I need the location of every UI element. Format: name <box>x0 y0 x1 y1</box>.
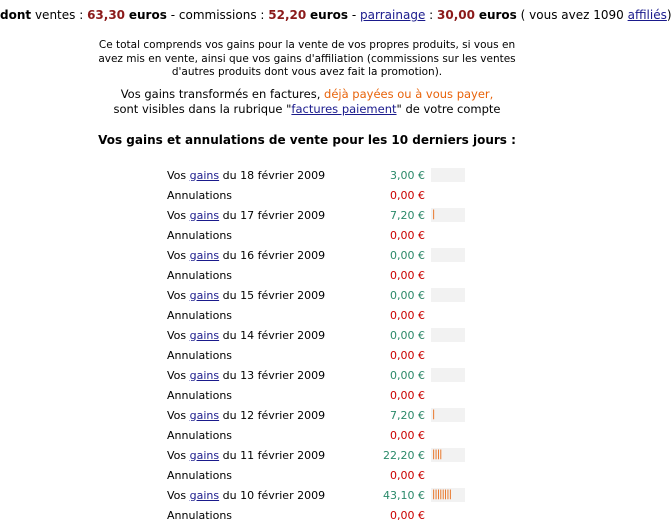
amount-bar-ticks: |||| <box>432 449 442 460</box>
separator: - <box>351 8 357 22</box>
amount-bar <box>431 408 465 422</box>
explanation-line: Ce total comprends vos gains pour la vente de vos propres produits, si vous en <box>98 39 516 51</box>
row-bar-cell <box>431 445 465 465</box>
row-date: du 15 février 2009 <box>222 288 326 302</box>
total-explanation <box>0 39 614 80</box>
amount-bar-ticks: | <box>432 409 435 420</box>
amount-bar <box>431 288 465 302</box>
vos-text: Vos <box>167 488 187 502</box>
row-label <box>163 345 377 365</box>
row-label <box>163 285 377 305</box>
amount-bar <box>431 448 465 462</box>
annulations-label: Annulations <box>167 188 233 202</box>
vos-text: Vos <box>167 368 187 382</box>
annulation-row <box>163 505 465 525</box>
row-bar-cell <box>431 185 465 205</box>
row-amount: 0,00 € <box>390 468 425 482</box>
commissions-value: 52,20 <box>268 8 307 22</box>
ventes-currency: euros <box>128 8 167 22</box>
affiliates-count-text: ( vous avez 1090 <box>520 8 624 22</box>
row-bar-cell <box>431 485 465 505</box>
row-amount: 0,00 € <box>390 228 425 242</box>
ventes-label: ventes : <box>34 8 84 22</box>
row-label <box>163 505 377 525</box>
row-bar-cell <box>431 205 465 225</box>
row-bar-cell <box>431 425 465 445</box>
commissions-label: commissions : <box>178 8 265 22</box>
section-heading: Vos gains et annulations de vente pour les 10 derniers jours : <box>98 133 516 147</box>
gains-link[interactable]: gains <box>189 448 220 462</box>
annulation-row <box>163 225 465 245</box>
amount-bar <box>431 208 465 222</box>
amount-bar-ticks: |||||||| <box>432 489 451 500</box>
vos-text: Vos <box>167 248 187 262</box>
commissions-currency: euros <box>310 8 349 22</box>
row-bar-cell <box>431 465 465 485</box>
dont-label: dont <box>0 8 32 22</box>
row-bar-cell <box>431 245 465 265</box>
row-amount: 3,00 € <box>390 168 425 182</box>
annulation-row <box>163 465 465 485</box>
invoices-note-prefix: Vos gains transformés en factures, <box>120 87 321 101</box>
row-bar-cell <box>431 305 465 325</box>
vos-text: Vos <box>167 208 187 222</box>
gains-table <box>163 165 465 525</box>
amount-bar <box>431 368 465 382</box>
row-bar-cell <box>431 265 465 285</box>
row-bar-cell <box>431 325 465 345</box>
amount-bar <box>431 488 465 502</box>
row-amount: 43,10 € <box>383 488 425 502</box>
row-bar-cell <box>431 225 465 245</box>
row-amount: 0,00 € <box>390 508 425 522</box>
earnings-summary <box>0 7 672 23</box>
row-label <box>163 165 377 185</box>
row-amount: 0,00 € <box>390 248 425 262</box>
annulation-row <box>163 185 465 205</box>
row-label <box>163 405 377 425</box>
gains-link[interactable]: gains <box>189 248 220 262</box>
row-amount: 0,00 € <box>390 308 425 322</box>
row-label <box>163 485 377 505</box>
annulations-label: Annulations <box>167 428 233 442</box>
parrainage-colon: : <box>429 8 434 22</box>
gain-row <box>163 245 465 265</box>
row-bar-cell <box>431 405 465 425</box>
close-paren: ) <box>666 8 672 22</box>
annulations-label: Annulations <box>167 268 233 282</box>
row-amount: 0,00 € <box>390 268 425 282</box>
gains-link[interactable]: gains <box>189 368 220 382</box>
annulations-label: Annulations <box>167 348 233 362</box>
gain-row <box>163 445 465 465</box>
row-bar-cell <box>431 345 465 365</box>
gains-link[interactable]: gains <box>189 168 220 182</box>
row-label <box>163 425 377 445</box>
row-date: du 10 février 2009 <box>222 488 326 502</box>
gains-link[interactable]: gains <box>189 488 220 502</box>
affilies-link[interactable]: affiliés <box>627 8 667 22</box>
row-amount: 0,00 € <box>390 368 425 382</box>
row-amount: 0,00 € <box>390 428 425 442</box>
gain-row <box>163 485 465 505</box>
row-label <box>163 185 377 205</box>
gains-link[interactable]: gains <box>189 288 220 302</box>
separator: - <box>170 8 176 22</box>
annulation-row <box>163 305 465 325</box>
invoices-note-suffix: " de votre compte <box>396 101 501 116</box>
row-label <box>163 225 377 245</box>
annulations-label: Annulations <box>167 508 233 522</box>
row-date: du 18 février 2009 <box>222 168 326 182</box>
row-amount: 0,00 € <box>390 188 425 202</box>
row-label <box>163 465 377 485</box>
ventes-value: 63,30 <box>87 8 126 22</box>
invoices-note <box>0 87 614 116</box>
row-date: du 16 février 2009 <box>222 248 326 262</box>
row-label <box>163 325 377 345</box>
annulations-label: Annulations <box>167 468 233 482</box>
gain-row <box>163 285 465 305</box>
annulations-label: Annulations <box>167 388 233 402</box>
gains-link[interactable]: gains <box>189 408 220 422</box>
row-date: du 11 février 2009 <box>222 448 326 462</box>
row-label <box>163 445 377 465</box>
row-amount: 22,20 € <box>383 448 425 462</box>
vos-text: Vos <box>167 448 187 462</box>
parrainage-currency: euros <box>478 8 517 22</box>
row-amount: 0,00 € <box>390 288 425 302</box>
amount-bar <box>431 248 465 262</box>
explanation-line: d'autres produits dont vous avez fait la promotion). <box>171 66 443 78</box>
vos-text: Vos <box>167 408 187 422</box>
row-label <box>163 365 377 385</box>
row-amount: 7,20 € <box>390 408 425 422</box>
vos-text: Vos <box>167 168 187 182</box>
vos-text: Vos <box>167 328 187 342</box>
gain-row <box>163 365 465 385</box>
gains-link[interactable]: gains <box>189 208 220 222</box>
annulation-row <box>163 265 465 285</box>
gain-row <box>163 205 465 225</box>
row-label <box>163 385 377 405</box>
factures-paiement-link[interactable]: factures paiement <box>291 101 397 116</box>
row-amount: 0,00 € <box>390 388 425 402</box>
parrainage-link[interactable]: parrainage <box>360 8 426 22</box>
row-amount: 0,00 € <box>390 348 425 362</box>
row-date: du 12 février 2009 <box>222 408 326 422</box>
invoices-note-line2: sont visibles dans la rubrique " <box>113 101 292 116</box>
gain-row <box>163 405 465 425</box>
gains-link[interactable]: gains <box>189 328 220 342</box>
annulation-row <box>163 425 465 445</box>
annulation-row <box>163 385 465 405</box>
row-date: du 13 février 2009 <box>222 368 326 382</box>
row-amount: 7,20 € <box>390 208 425 222</box>
annulations-label: Annulations <box>167 228 233 242</box>
invoices-note-highlight: déjà payées ou à vous payer, <box>324 87 494 101</box>
vos-text: Vos <box>167 288 187 302</box>
row-date: du 17 février 2009 <box>222 208 326 222</box>
row-amount: 0,00 € <box>390 328 425 342</box>
row-bar-cell <box>431 285 465 305</box>
row-bar-cell <box>431 385 465 405</box>
row-label <box>163 265 377 285</box>
gain-row <box>163 325 465 345</box>
row-label <box>163 245 377 265</box>
row-label <box>163 305 377 325</box>
row-bar-cell <box>431 505 465 525</box>
row-date: du 14 février 2009 <box>222 328 326 342</box>
row-bar-cell <box>431 165 465 185</box>
amount-bar <box>431 168 465 182</box>
annulations-label: Annulations <box>167 308 233 322</box>
parrainage-value: 30,00 <box>437 8 475 22</box>
amount-bar <box>431 328 465 342</box>
amount-bar-ticks: | <box>432 209 435 220</box>
gain-row <box>163 165 465 185</box>
explanation-line: avez mis en vente, ainsi que vos gains d'affiliation (commissions sur les ventes <box>98 52 516 65</box>
row-label <box>163 205 377 225</box>
annulation-row <box>163 345 465 365</box>
row-bar-cell <box>431 365 465 385</box>
